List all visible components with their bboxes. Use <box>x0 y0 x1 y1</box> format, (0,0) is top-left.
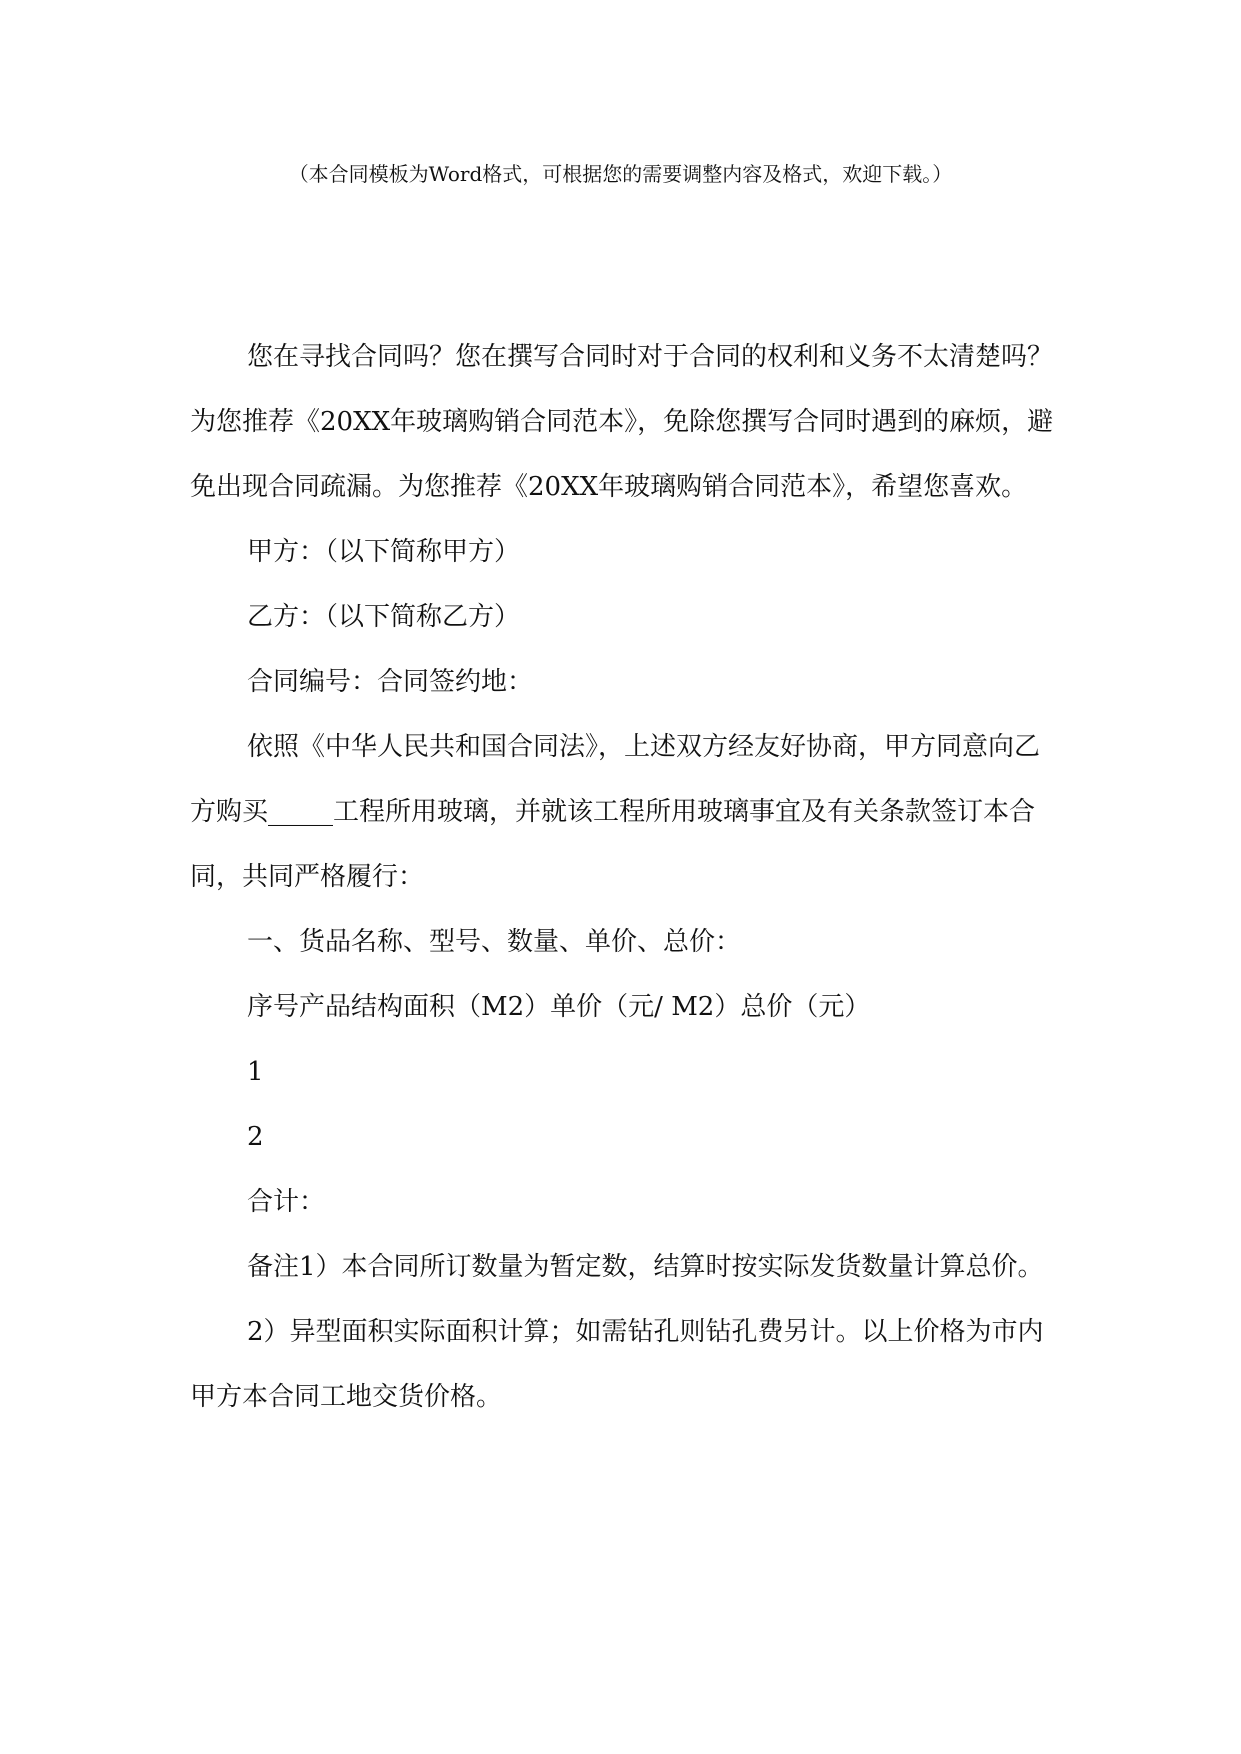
party-a-line: 甲方：（以下简称甲方） <box>247 537 521 567</box>
section-heading-goods: 一、货品名称、型号、数量、单价、总价： <box>247 927 742 957</box>
template-notice: （本合同模板为Word格式，可根据您的需要调整内容及格式，欢迎下载。） <box>288 162 953 186</box>
intro-paragraph: 您在寻找合同吗？您在撰写合同时对于合同的权利和义务不太清楚吗？为您推荐《20XX年玻璃购销合同范本》，免除您撰写合同时遇到的麻烦，避免出现合同疏漏。为您推荐《20XX年玻璃购销合同范本》，希望您喜欢。 <box>190 342 1054 502</box>
remark-paragraph-2: 2）异型面积实际面积计算；如需钻孔则钻孔费另计。以上价格为市内甲方本合同工地交货价格。 <box>190 1317 1044 1412</box>
goods-table-header: 序号产品结构面积（M2）单价（元/ M2）总价（元） <box>247 992 871 1022</box>
contract-number-line: 合同编号：合同签约地： <box>247 667 534 697</box>
remark-paragraph-1: 备注1）本合同所订数量为暂定数，结算时按实际发货数量计算总价。 <box>247 1252 1044 1282</box>
contract-body <box>190 325 1060 1430</box>
party-b-line: 乙方：（以下简称乙方） <box>247 602 521 632</box>
goods-row-2: 2 <box>247 1122 264 1152</box>
goods-total-line: 合计： <box>247 1187 326 1217</box>
agreement-paragraph: 依照《中华人民共和国合同法》，上述双方经友好协商，甲方同意向乙方购买_____工程所用玻璃，并就该工程所用玻璃事宜及有关条款签订本合同，共同严格履行： <box>190 732 1041 892</box>
goods-row-1: 1 <box>247 1057 264 1087</box>
